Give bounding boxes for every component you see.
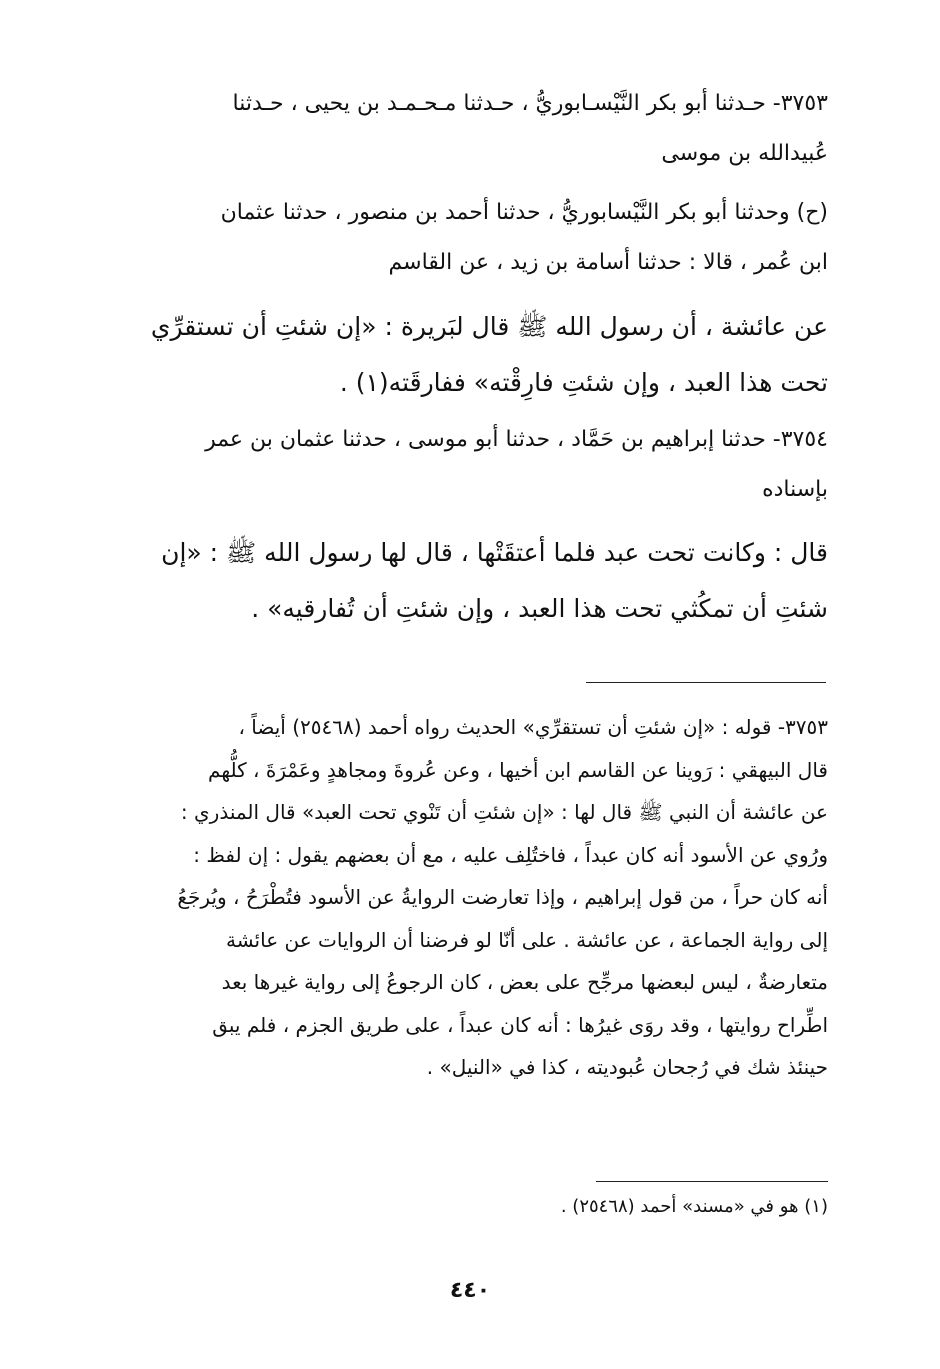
text-line: إلى رواية الجماعة ، عن عائشة . على أنّا لو فرضنا أن الروايات عن عائشة — [225, 927, 828, 952]
text-line: بإسناده — [762, 477, 828, 502]
hadith-3753-isnad — [112, 79, 828, 179]
hadith-3754-isnad — [112, 415, 828, 515]
text-line: ٣٧٥٣- قوله : «إن شئتِ أن تستقرِّي» الحديث رواه أحمد (٢٥٤٦٨) أيضاً ، — [238, 715, 828, 739]
text-line: اطِّراح روايتها ، وقد روَى غيرُها : أنه كان عبداً ، على طريق الجزم ، فلم يبق — [212, 1012, 828, 1037]
text-line: ابن عُمر ، قالا : حدثنا أسامة بن زيد ، عن القاسم — [388, 250, 828, 275]
footnote — [112, 1192, 828, 1222]
hadith-3754-matn — [112, 525, 828, 637]
text-line: قال : وكانت تحت عبد فلما أعتقَتْها ، قال لها رسول الله ﷺ : «إن — [161, 538, 828, 567]
text-line: عن عائشة أن النبي ﷺ قال لها : «إن شئتِ أن تَنْوي تحت العبد» قال المنذري : — [180, 800, 828, 824]
text-line: تحت هذا العبد ، وإن شئتِ فارِقْته» ففارقَته(١) . — [339, 368, 828, 397]
text-line: (ح) وحدثنا أبو بكر النَّيْسابوريُّ ، حدثنا أحمد بن منصور ، حدثنا عثمان — [220, 200, 828, 225]
commentary-divider — [586, 682, 826, 683]
hadith-3753-matn — [112, 299, 828, 411]
text-line: ورُوي عن الأسود أنه كان عبداً ، فاختُلِف عليه ، مع أن بعضهم يقول : إن لفظ : — [193, 842, 828, 867]
text-line: حينئذ شك في رُجحان عُبوديته ، كذا في «النيل» . — [426, 1055, 828, 1079]
text-line: عن عائشة ، أن رسول الله ﷺ قال لبَريرة : «إن شئتِ أن تستقرِّي — [150, 312, 828, 341]
text-line: قال البيهقي : رَوينا عن القاسم ابن أخيها ، وعن عُروةَ ومجاهدٍ وعَمْرَةَ ، كلُّهم — [208, 757, 828, 782]
text-line: ٣٧٥٣- حـدثنا أبو بكر النَّيْسـابوريُّ ، حـدثنا مـحـمـد بن يحيى ، حـدثنا — [232, 91, 828, 116]
text-line: عُبيدالله بن موسى — [661, 141, 828, 166]
text-line: متعارضةٌ ، ليس لبعضها مرجِّح على بعض ، كان الرجوعُ إلى رواية غيرها بعد — [221, 970, 828, 994]
hadith-3753-alt-isnad — [112, 188, 828, 288]
page-number: ٤٤٠ — [449, 1278, 491, 1303]
footnote-line: (١) هو في «مسند» أحمد (٢٥٤٦٨) . — [560, 1196, 828, 1217]
text-line: ٣٧٥٤- حدثنا إبراهيم بن حَمَّاد ، حدثنا أبو موسى ، حدثنا عثمان بن عمر — [205, 427, 828, 452]
footnote-divider — [596, 1181, 828, 1182]
commentary-block — [112, 706, 828, 1089]
text-line: أنه كان حراً ، من قول إبراهيم ، وإذا تعارضت الروايةُ عن الأسود فتُطْرَحُ ، ويُرجَعُ — [177, 885, 828, 909]
text-line: شئتِ أن تمكُثي تحت هذا العبد ، وإن شئتِ أن تُفارقيه» . — [251, 594, 828, 623]
